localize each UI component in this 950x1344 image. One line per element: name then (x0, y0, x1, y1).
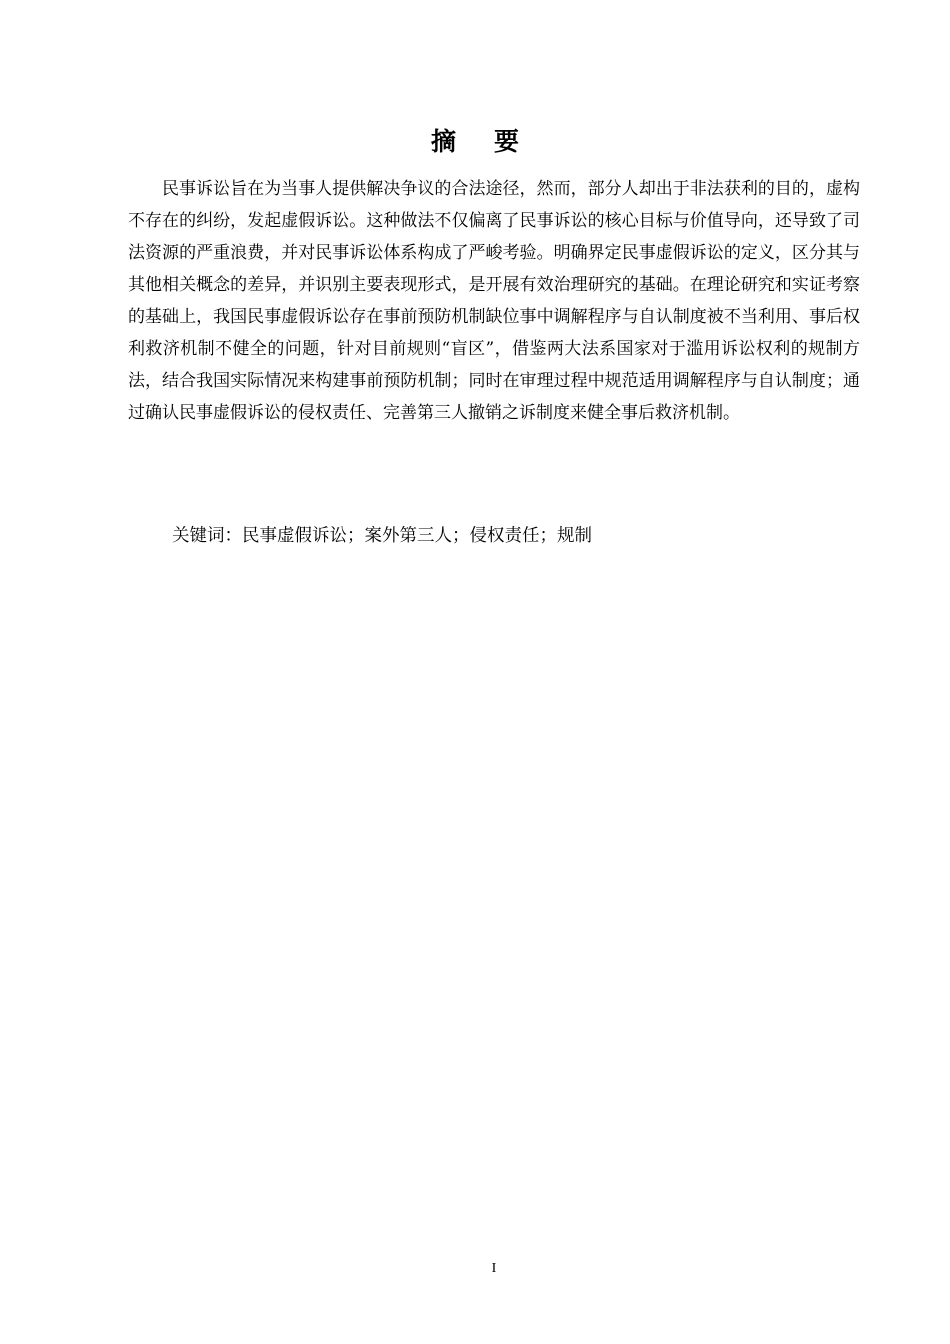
keywords-values: 民事虚假诉讼；案外第三人；侵权责任；规制 (242, 526, 592, 546)
page-number: I (491, 1261, 497, 1276)
keywords-label: 关键词： (172, 526, 242, 546)
keywords-line (172, 521, 862, 551)
abstract-title: 摘要 (430, 127, 557, 156)
abstract-paragraph: 民事诉讼旨在为当事人提供解决争议的合法途径，然而，部分人却出于非法获利的目的，虚构不存在的纠纷，发起虚假诉讼。这种做法不仅偏离了民事诉讼的核心目标与价值导向，还导致了司法资源的严重浪费，并对民事诉讼体系构成了严峻考验。明确界定民事虚假诉讼的定义，区分其与其他相关概念的差异，并识别主要表现形式，是开展有效治理研究的基础。在理论研究和实证考察的基础上，我国民事虚假诉讼存在事前预防机制缺位事中调解程序与自认制度被不当利用、事后权利救济机制不健全的问题，针对目前规则“盲区”，借鉴两大法系国家对于滥用诉讼权利的规制方法，结合我国实际情况来构建事前预防机制；同时在审理过程中规范适用调解程序与自认制度；通过确认民事虚假诉讼的侵权责任、完善第三人撤销之诉制度来健全事后救济机制。 (128, 179, 860, 423)
